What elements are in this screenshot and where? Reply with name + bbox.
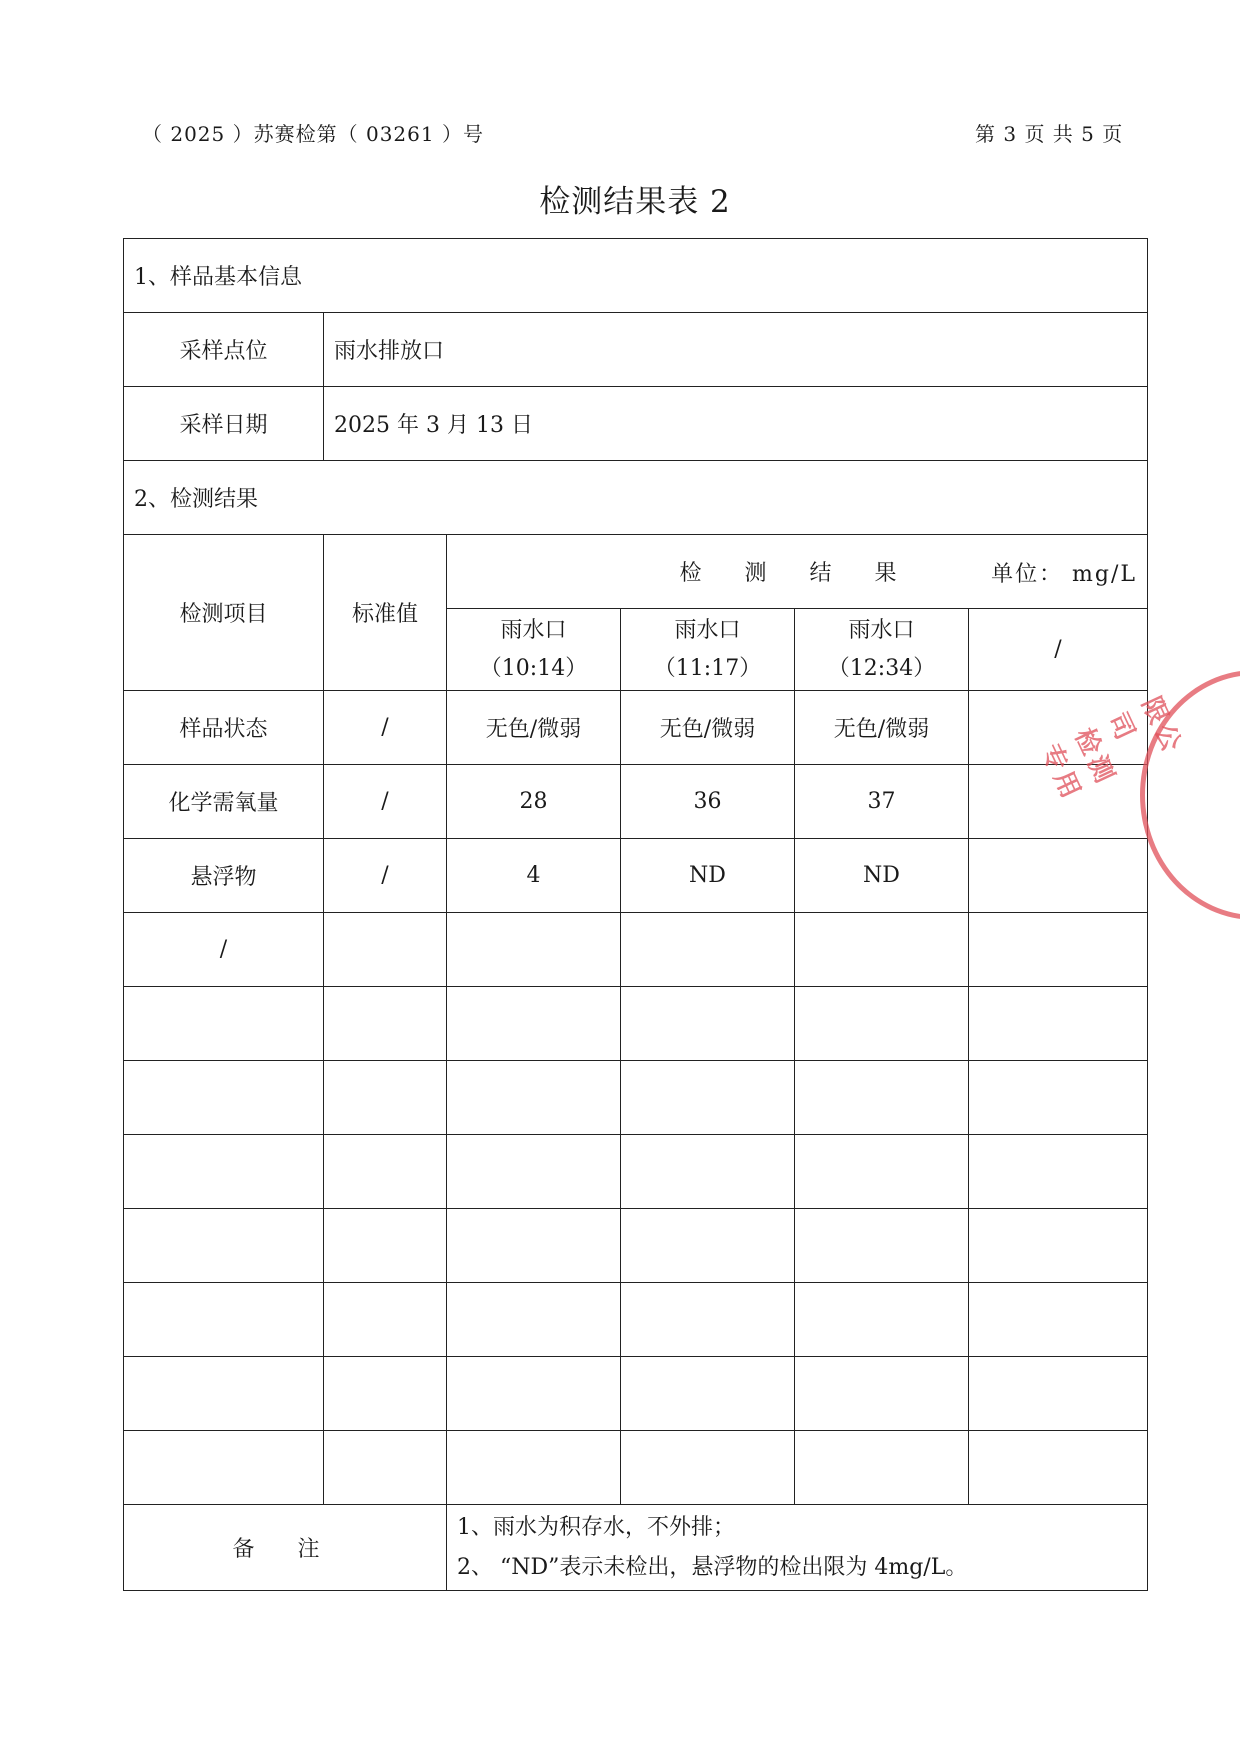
empty-row (124, 1357, 1148, 1431)
row-value (969, 839, 1148, 913)
row-value: ND (795, 839, 969, 913)
results-table (123, 238, 1148, 1591)
row-item: / (124, 913, 324, 987)
table-row (124, 839, 1148, 913)
row-standard: / (324, 765, 447, 839)
sampling-point-label: 采样点位 (124, 313, 324, 387)
remarks-label-text: 备 注 (232, 1537, 338, 1562)
row-standard (324, 913, 447, 987)
row-value: 36 (621, 765, 795, 839)
row-value: 无色/微弱 (795, 691, 969, 765)
row-value (795, 913, 969, 987)
section-1-heading: 1、样品基本信息 (124, 239, 1148, 313)
empty-row (124, 1209, 1148, 1283)
row-value: 无色/微弱 (621, 691, 795, 765)
row-item: 悬浮物 (124, 839, 324, 913)
empty-row (124, 987, 1148, 1061)
row-value (621, 913, 795, 987)
table-row (124, 765, 1148, 839)
sample-time: （10:14） (479, 655, 588, 681)
empty-row (124, 1135, 1148, 1209)
remark-line-2: 2、 “ND”表示未检出，悬浮物的检出限为 4mg/L。 (457, 1554, 968, 1580)
sampling-date-label: 采样日期 (124, 387, 324, 461)
empty-row (124, 1283, 1148, 1357)
remarks-content (447, 1505, 1148, 1591)
table-row (124, 913, 1148, 987)
row-value: 28 (447, 765, 621, 839)
sample-name: 雨水口 (674, 617, 741, 643)
row-value: ND (621, 839, 795, 913)
row-value (447, 913, 621, 987)
row-value: 无色/微弱 (447, 691, 621, 765)
sample-header (447, 609, 621, 691)
sample-name: / (1054, 636, 1062, 662)
row-value: 4 (447, 839, 621, 913)
row-standard: / (324, 839, 447, 913)
sample-time: （11:17） (653, 655, 762, 681)
remarks-label (124, 1505, 447, 1591)
sampling-point-value: 雨水排放口 (324, 313, 1148, 387)
empty-row (124, 1431, 1148, 1505)
sample-name: 雨水口 (500, 617, 567, 643)
row-value: 37 (795, 765, 969, 839)
row-item: 样品状态 (124, 691, 324, 765)
section-2-heading: 2、检测结果 (124, 461, 1148, 535)
sample-header (795, 609, 969, 691)
row-value (969, 913, 1148, 987)
results-heading: 检 测 结 果 (679, 561, 915, 586)
sampling-date-value: 2025 年 3 月 13 日 (324, 387, 1148, 461)
page-info: 第 3 页 共 5 页 (975, 122, 1124, 146)
sample-name: 雨水口 (848, 617, 915, 643)
sample-time: （12:34） (827, 655, 936, 681)
col-header-results (447, 535, 1148, 609)
document-number: （ 2025 ）苏赛检第（ 03261 ）号 (142, 122, 484, 146)
sample-header (621, 609, 795, 691)
unit-label: 单位： mg/L (991, 562, 1138, 587)
empty-row (124, 1061, 1148, 1135)
row-item: 化学需氧量 (124, 765, 324, 839)
col-header-standard: 标准值 (324, 535, 447, 691)
seal-text: 限公司 检测专用 (1034, 692, 1188, 807)
col-header-item: 检测项目 (124, 535, 324, 691)
page-title: 检测结果表 2 (539, 184, 731, 220)
row-standard: / (324, 691, 447, 765)
remark-line-1: 1、雨水为积存水，不外排； (457, 1514, 735, 1540)
table-row (124, 691, 1148, 765)
sample-header (969, 609, 1148, 691)
